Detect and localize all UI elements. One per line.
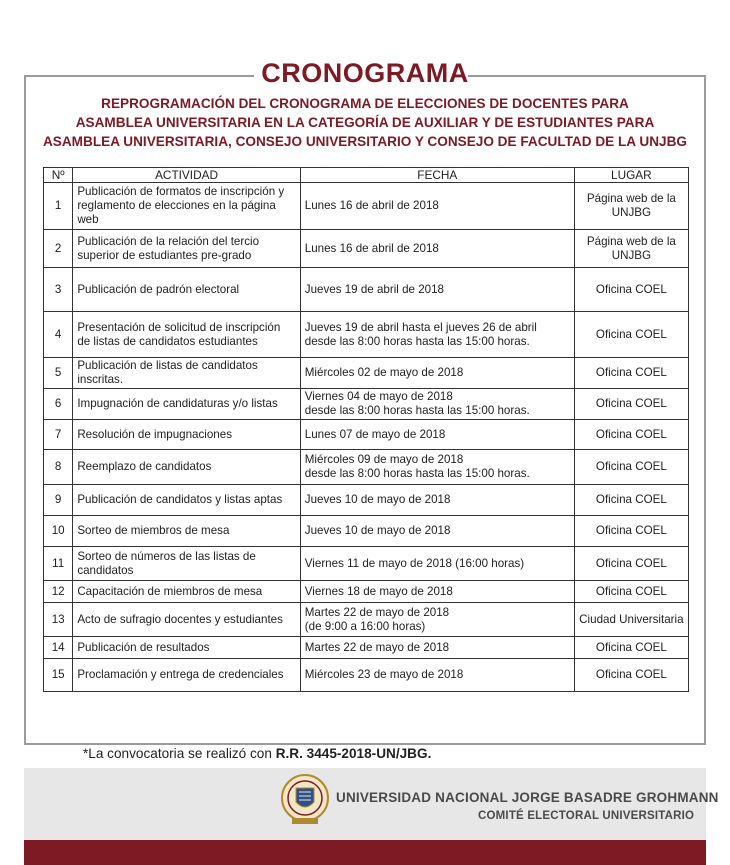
row-activity: Capacitación de miembros de mesa	[73, 581, 300, 603]
table-row	[44, 389, 689, 420]
table-row	[44, 659, 689, 692]
footer-bar	[24, 840, 706, 865]
row-activity: Publicación de formatos de inscripción y reglamento de elecciones en la página web	[73, 183, 300, 230]
page-title: CRONOGRAMA	[261, 58, 469, 88]
schedule-body	[44, 183, 689, 692]
row-activity: Impugnación de candidaturas y/o listas	[73, 389, 300, 420]
row-date: Miércoles 23 de mayo de 2018	[300, 659, 574, 692]
row-date: Jueves 10 de mayo de 2018	[300, 516, 574, 547]
row-number: 8	[44, 450, 73, 485]
row-date: Jueves 19 de abril hasta el jueves 26 de abril desde las 8:00 horas hasta las 15:00 horas.	[300, 312, 574, 358]
table-row	[44, 230, 689, 268]
row-activity: Proclamación y entrega de credenciales	[73, 659, 300, 692]
row-place: Oficina COEL	[574, 516, 688, 547]
row-number: 12	[44, 581, 73, 603]
row-place: Oficina COEL	[574, 659, 688, 692]
row-place: Oficina COEL	[574, 485, 688, 516]
row-date: Jueves 19 de abril de 2018	[300, 268, 574, 312]
footnote-text: *La convocatoria se realizó con	[83, 746, 276, 761]
row-place: Página web de la UNJBG	[574, 230, 688, 268]
subtitle-line: ASAMBLEA UNIVERSITARIA, CONSEJO UNIVERSITARIO Y CONSEJO DE FACULTAD DE LA UNJBG	[42, 134, 687, 149]
row-place: Oficina COEL	[574, 312, 688, 358]
row-activity: Publicación de listas de candidatos inscritas.	[73, 358, 300, 389]
university-seal-icon	[280, 772, 330, 826]
row-activity: Publicación de padrón electoral	[73, 268, 300, 312]
row-date: Viernes 18 de mayo de 2018	[300, 581, 574, 603]
row-place: Oficina COEL	[574, 389, 688, 420]
row-number: 5	[44, 358, 73, 389]
row-activity: Sorteo de números de las listas de candidatos	[73, 547, 300, 581]
header-number: Nº	[44, 168, 73, 183]
row-place: Oficina COEL	[574, 547, 688, 581]
table-header-row	[44, 168, 689, 183]
row-number: 2	[44, 230, 73, 268]
row-date: Jueves 10 de mayo de 2018	[300, 485, 574, 516]
row-number: 13	[44, 603, 73, 637]
schedule-table	[43, 167, 689, 692]
table-row	[44, 420, 689, 450]
row-number: 9	[44, 485, 73, 516]
table-row	[44, 312, 689, 358]
row-number: 4	[44, 312, 73, 358]
table-row	[44, 183, 689, 230]
row-place: Oficina COEL	[574, 450, 688, 485]
university-name: UNIVERSIDAD NACIONAL JORGE BASADRE GROHMANN	[336, 790, 719, 805]
row-place: Oficina COEL	[574, 358, 688, 389]
committee-name: COMITÉ ELECTORAL UNIVERSITARIO	[478, 810, 695, 822]
subtitle-line: ASAMBLEA UNIVERSITARIA EN LA CATEGORÍA DE AUXILIAR Y DE ESTUDIANTES PARA	[75, 115, 655, 130]
row-activity: Sorteo de miembros de mesa	[73, 516, 300, 547]
header-date: FECHA	[300, 168, 574, 183]
table-row	[44, 516, 689, 547]
row-place: Oficina COEL	[574, 420, 688, 450]
row-activity: Presentación de solicitud de inscripción de listas de candidatos estudiantes	[73, 312, 300, 358]
row-number: 6	[44, 389, 73, 420]
table-row	[44, 547, 689, 581]
row-date: Viernes 11 de mayo de 2018 (16:00 horas)	[300, 547, 574, 581]
row-activity: Acto de sufragio docentes y estudiantes	[73, 603, 300, 637]
row-date: Martes 22 de mayo de 2018	[300, 637, 574, 659]
row-number: 10	[44, 516, 73, 547]
table-row	[44, 637, 689, 659]
table-row	[44, 268, 689, 312]
row-place: Oficina COEL	[574, 581, 688, 603]
row-number: 11	[44, 547, 73, 581]
row-activity: Resolución de impugnaciones	[73, 420, 300, 450]
table-row	[44, 581, 689, 603]
table-row	[44, 485, 689, 516]
row-place: Página web de la UNJBG	[574, 183, 688, 230]
row-date: Miércoles 02 de mayo de 2018	[300, 358, 574, 389]
header-place: LUGAR	[574, 168, 688, 183]
row-number: 1	[44, 183, 73, 230]
row-activity: Publicación de candidatos y listas aptas	[73, 485, 300, 516]
row-number: 14	[44, 637, 73, 659]
subtitle-line: REPROGRAMACIÓN DEL CRONOGRAMA DE ELECCIONES DE DOCENTES PARA	[101, 96, 629, 111]
table-row	[44, 450, 689, 485]
row-date: Lunes 16 de abril de 2018	[300, 183, 574, 230]
row-place: Oficina COEL	[574, 637, 688, 659]
page-subtitle	[8, 94, 722, 151]
row-date: Lunes 07 de mayo de 2018	[300, 420, 574, 450]
row-date: Martes 22 de mayo de 2018 (de 9:00 a 16:00 horas)	[300, 603, 574, 637]
row-number: 7	[44, 420, 73, 450]
row-activity: Reemplazo de candidatos	[73, 450, 300, 485]
row-date: Lunes 16 de abril de 2018	[300, 230, 574, 268]
row-date: Viernes 04 de mayo de 2018 desde las 8:00 horas hasta las 15:00 horas.	[300, 389, 574, 420]
row-date: Miércoles 09 de mayo de 2018 desde las 8:00 horas hasta las 15:00 horas.	[300, 450, 574, 485]
row-place: Oficina COEL	[574, 268, 688, 312]
row-number: 15	[44, 659, 73, 692]
row-place: Ciudad Universitaria	[574, 603, 688, 637]
footnote	[83, 746, 431, 761]
row-activity: Publicación de resultados	[73, 637, 300, 659]
table-row	[44, 603, 689, 637]
footnote-resolution: R.R. 3445-2018-UN/JBG.	[275, 746, 432, 761]
row-number: 3	[44, 268, 73, 312]
row-activity: Publicación de la relación del tercio superior de estudiantes pre-grado	[73, 230, 300, 268]
table-row	[44, 358, 689, 389]
header-activity: ACTIVIDAD	[73, 168, 300, 183]
